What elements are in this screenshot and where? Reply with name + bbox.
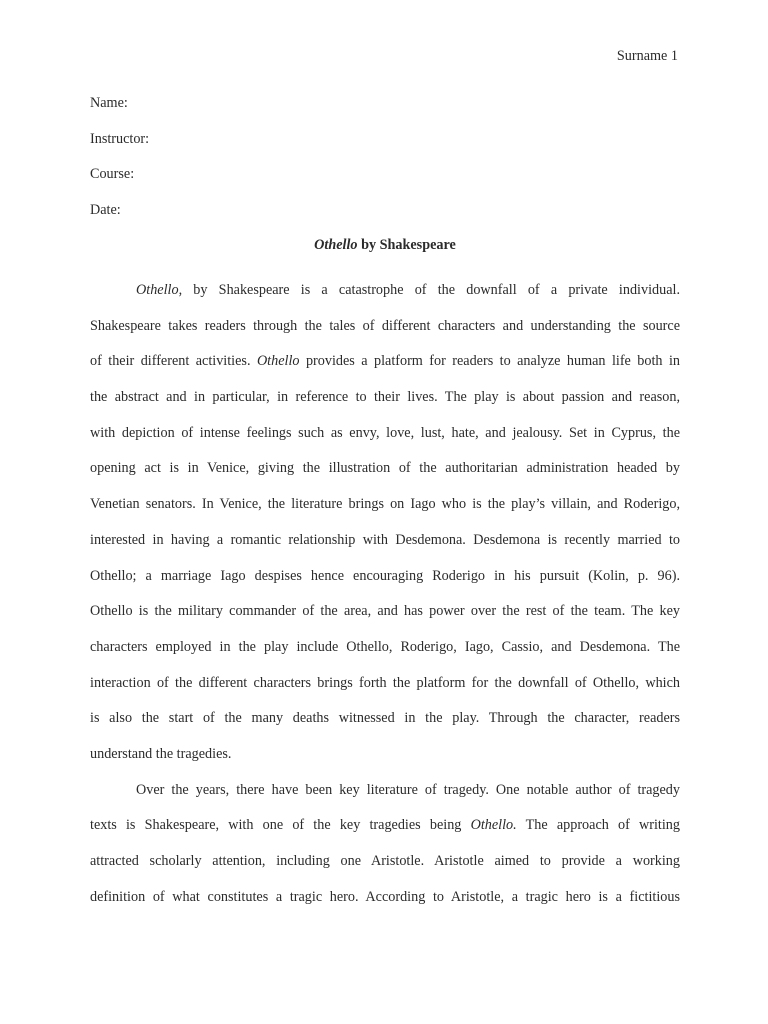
- running-head: Surname 1: [616, 48, 678, 64]
- text-span: The approach of writing: [516, 817, 680, 834]
- text-line: interested in having a romantic relationship with Desdemona. Desdemona is recently married to: [90, 531, 680, 548]
- paragraph-2: [90, 780, 680, 923]
- course-line: Course:: [90, 166, 135, 183]
- text-span: texts is Shakespeare, with one of the key tragedies being: [90, 817, 471, 834]
- text-line: [90, 815, 680, 851]
- essay-body: [90, 280, 680, 922]
- text-span: provides a platform for readers to analyze human life both in: [299, 353, 680, 370]
- text-line: definition of what constitutes a tragic hero. According to Aristotle, a tragic hero is a fictitious: [90, 888, 680, 905]
- paragraph-1: [90, 280, 680, 780]
- text-line: [90, 351, 680, 387]
- italic-title-ref: Othello: [136, 282, 179, 298]
- date-line: Date:: [90, 202, 121, 219]
- text-line: opening act is in Venice, giving the illustration of the authoritarian administration headed by: [90, 460, 680, 477]
- text-line: is also the start of the many deaths witnessed in the play. Through the character, readers: [90, 710, 680, 727]
- title-italic: Othello: [314, 237, 358, 253]
- text-line: Venetian senators. In Venice, the literature brings on Iago who is the play’s villain, and Roderigo,: [90, 496, 680, 513]
- text-line: Shakespeare takes readers through the tales of different characters and understanding the source: [90, 317, 680, 334]
- name-line: Name:: [90, 95, 128, 111]
- heading-block: [90, 93, 680, 236]
- italic-title-ref: Othello.: [470, 817, 517, 834]
- text-line: [90, 280, 680, 316]
- text-line: the abstract and in particular, in reference to their lives. The play is about passion and reason,: [90, 389, 680, 406]
- instructor-line: Instructor:: [90, 130, 150, 147]
- text-span: , by Shakespeare is a catastrophe of the downfall of a private individual.: [178, 282, 680, 298]
- text-line: Othello is the military commander of the area, and has power over the rest of the team. The key: [90, 603, 680, 620]
- text-line: with depiction of intense feelings such as envy, love, lust, hate, and jealousy. Set in Cyprus, the: [90, 424, 680, 441]
- text-line: understand the tragedies.: [90, 745, 232, 762]
- italic-title-ref: Othello: [256, 353, 300, 370]
- text-span: of their different activities.: [90, 353, 257, 370]
- title-rest: by Shakespeare: [357, 237, 456, 253]
- text-line: attracted scholarly attention, including one Aristotle. Aristotle aimed to provide a working: [90, 853, 680, 869]
- essay-title: [90, 235, 680, 255]
- text-line: Over the years, there have been key literature of tragedy. One notable author of tragedy: [136, 781, 680, 798]
- text-line: interaction of the different characters brings forth the platform for the downfall of Othello, which: [90, 674, 680, 691]
- text-line: characters employed in the play include Othello, Roderigo, Iago, Cassio, and Desdemona. The: [90, 638, 680, 655]
- text-line: Othello; a marriage Iago despises hence encouraging Roderigo in his pursuit (Kolin, p. 96).: [90, 567, 680, 584]
